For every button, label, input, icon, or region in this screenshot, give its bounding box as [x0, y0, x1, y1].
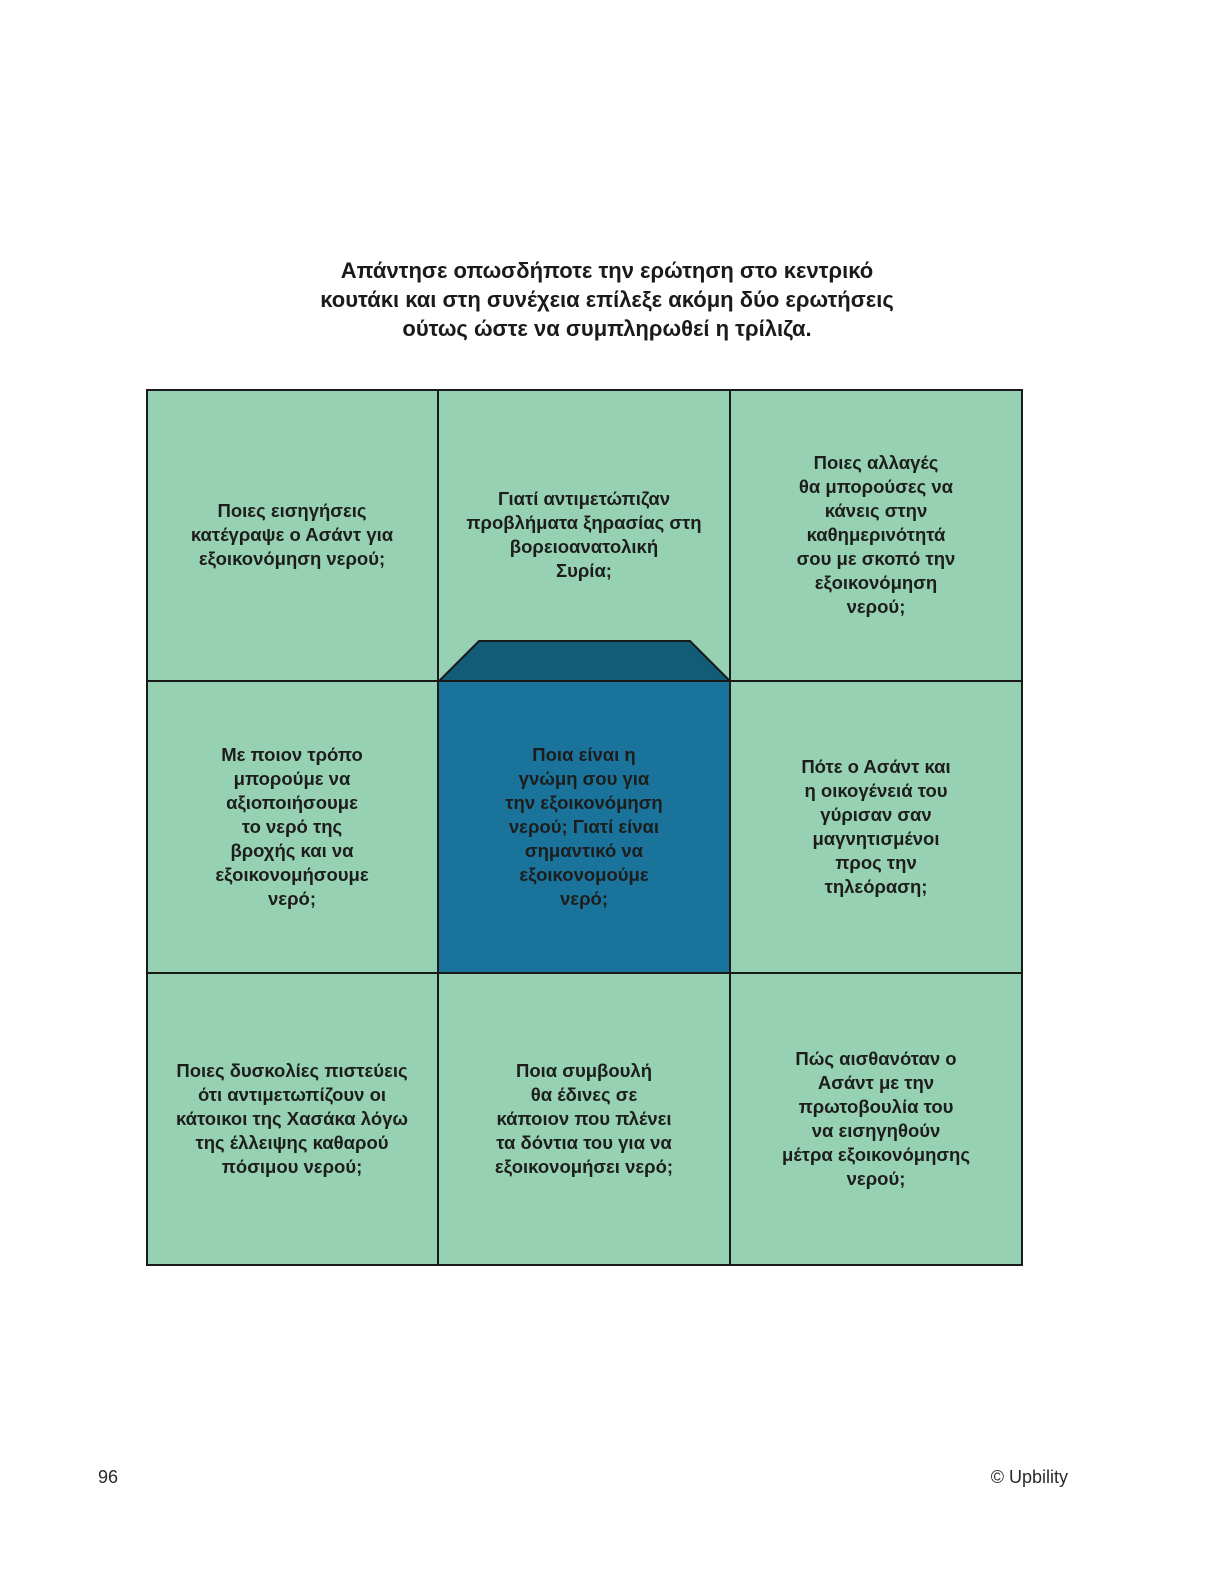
cell-line: εξοικονόμηση νερού;	[198, 548, 386, 569]
cell-line: η οικογένειά του	[804, 780, 948, 801]
cell-line: Ποιες δυσκολίες πιστεύεις	[176, 1060, 408, 1081]
cell-line: νερό;	[268, 888, 316, 909]
tic-tac-toe-board	[146, 389, 1023, 1266]
cell-bottom-left[interactable]	[146, 973, 438, 1265]
cell-line: νερού;	[846, 596, 906, 617]
cell-bottom-right[interactable]	[730, 973, 1022, 1265]
cell-top-right[interactable]	[730, 389, 1022, 681]
cell-line: γύρισαν σαν	[820, 804, 932, 825]
instructions-line: ούτως ώστε να συμπληρωθεί η τρίλιζα.	[402, 316, 812, 341]
cell-line: Ασάντ με την	[817, 1072, 935, 1093]
cell-line: ότι αντιμετωπίζουν οι	[197, 1084, 387, 1105]
instructions-line: Απάντησε οπωσδήποτε την ερώτηση στο κεντρικό	[340, 258, 874, 283]
cell-line: καθημερινότητά	[806, 524, 946, 545]
cell-line: κάποιον που πλένει	[496, 1108, 672, 1129]
cell-line: Πότε ο Ασάντ και	[801, 756, 951, 777]
cell-line: προς την	[835, 852, 917, 873]
cell-line: αξιοποιήσουμε	[226, 792, 358, 813]
instructions-heading	[240, 256, 974, 343]
cell-line: νερού; Γιατί είναι	[508, 816, 660, 837]
cell-line: νερό;	[560, 888, 608, 909]
cell-line: πρωτοβουλία του	[798, 1096, 954, 1117]
cell-line: κάτοικοι της Χασάκα λόγω	[175, 1108, 409, 1129]
cell-middle-left[interactable]	[146, 681, 438, 973]
cell-line: Γιατί αντιμετώπιζαν	[497, 488, 670, 509]
cell-line: Ποια είναι η	[532, 744, 636, 765]
cell-line: εξοικονομήσει νερό;	[494, 1156, 674, 1177]
cell-line: Ποιες αλλαγές	[813, 452, 939, 473]
cell-line: μπορούμε να	[233, 768, 351, 789]
cell-line: θα μπορούσες να	[798, 476, 954, 497]
cell-line: μέτρα εξοικονόμησης	[782, 1144, 970, 1165]
cell-line: γνώμη σου για	[518, 768, 650, 789]
instructions-line: κουτάκι και στη συνέχεια επίλεξε ακόμη δύο ερωτήσεις	[320, 287, 894, 312]
cell-line: εξοικονομούμε	[519, 864, 649, 885]
cell-line: Ποια συμβουλή	[515, 1060, 652, 1081]
cell-center[interactable]	[438, 681, 730, 973]
cell-top-left[interactable]	[146, 389, 438, 681]
cell-line: Με ποιον τρόπο	[221, 744, 363, 765]
cell-line: Συρία;	[555, 560, 612, 581]
cell-line: νερού;	[846, 1168, 906, 1189]
cell-line: να εισηγηθούν	[811, 1120, 941, 1141]
cell-line: κατέγραψε ο Ασάντ για	[190, 524, 394, 545]
cell-line: τα δόντια του για να	[496, 1132, 672, 1153]
cell-line: το νερό της	[241, 816, 343, 837]
cell-line: μαγνητισμένοι	[812, 828, 940, 849]
cell-line: βορειοανατολική	[509, 536, 659, 557]
cell-line: την εξοικονόμηση	[505, 792, 663, 813]
cell-line: τηλεόραση;	[824, 876, 928, 897]
cell-line: βροχής και να	[230, 840, 354, 861]
cell-line: εξοικονομήσουμε	[215, 864, 369, 885]
cell-line: της έλλειψης καθαρού	[195, 1132, 389, 1153]
cell-line: σημαντικό να	[524, 840, 644, 861]
cell-line: σου με σκοπό την	[796, 548, 956, 569]
cell-line: προβλήματα ξηρασίας στη	[466, 512, 702, 533]
cell-line: Ποιες εισηγήσεις	[217, 500, 367, 521]
cell-line: θα έδινες σε	[530, 1084, 638, 1105]
cell-line: Πώς αισθανόταν ο	[795, 1048, 957, 1069]
cell-line: κάνεις στην	[824, 500, 928, 521]
copyright-notice: © Upbility	[990, 1467, 1068, 1487]
cell-bottom-center[interactable]	[438, 973, 730, 1265]
page-number: 96	[98, 1467, 119, 1487]
cell-middle-right[interactable]	[730, 681, 1022, 973]
cell-top-center[interactable]	[438, 389, 730, 681]
cell-line: εξοικονόμηση	[814, 572, 938, 593]
cell-line: πόσιμου νερού;	[221, 1156, 363, 1177]
